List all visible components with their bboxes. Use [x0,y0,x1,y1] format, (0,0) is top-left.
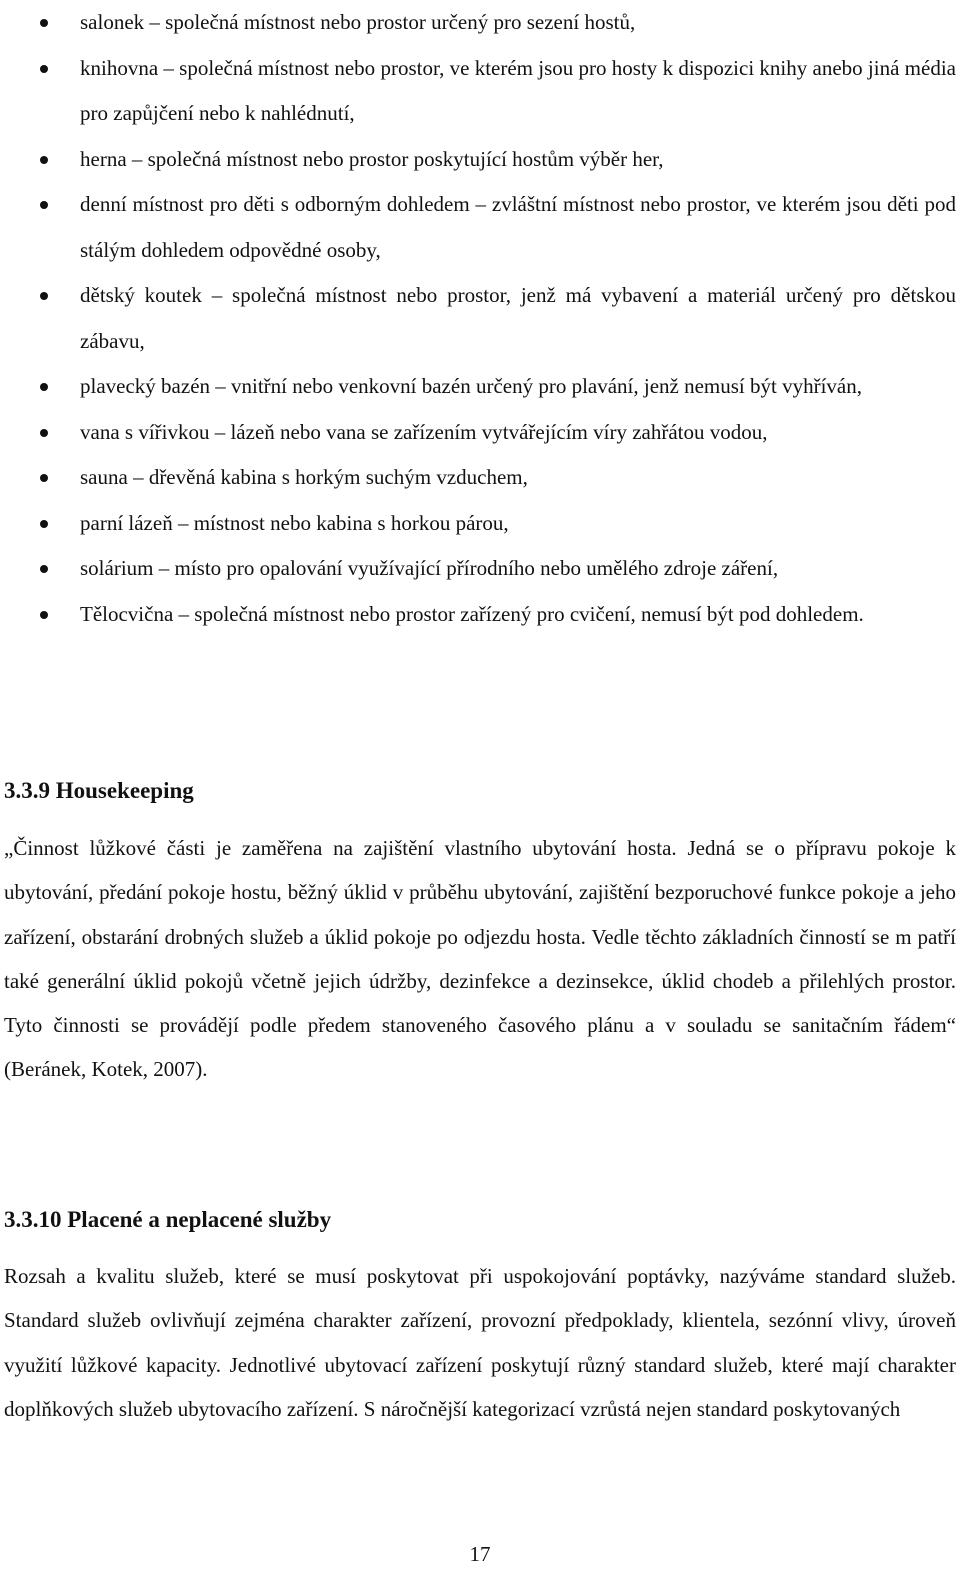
bullet-icon [40,520,48,528]
bullet-icon [40,429,48,437]
list-item [0,410,960,456]
bullet-icon [40,474,48,482]
list-item [0,0,960,46]
list-item [0,501,960,547]
bullet-icon [40,156,48,164]
list-item-text: vana s vířivkou – lázeň nebo vana se zařízením vytvářejícím víry zahřátou vodou, [80,419,768,444]
bullet-icon [40,292,48,300]
bullet-icon [40,565,48,573]
list-item-text: solárium – místo pro opalování využívající přírodního nebo umělého zdroje záření, [80,556,779,580]
bullet-icon [40,201,48,209]
list-item [0,546,960,592]
services-paragraph: Rozsah a kvalitu služeb, které se musí poskytovat při uspokojování poptávky, nazýváme standard služeb. Standard služeb ovlivňují zejména charakter zařízení, provozní předpoklady, klientela, sezónní vlivy, úroveň využití lůžkové kapacity. Jednotlivé ubytovací zařízení poskytují různý standard služeb, které mají charakter doplňkových služeb ubytovacího zařízení. S náročnější kategorizací vzrůstá nejen standard poskytovaných [4,1264,956,1421]
list-item-text: plavecký bazén – vnitřní nebo venkovní bazén určený pro plavání, jenž nemusí být vyhříván, [80,374,863,398]
list-item-text: sauna – dřevěná kabina s horkým suchým vzduchem, [80,465,528,489]
bullet-icon [40,19,48,27]
bullet-icon [40,383,48,391]
section-heading-services: 3.3.10 Placené a neplacené služby [4,1207,332,1232]
list-item [0,137,960,183]
list-item [0,46,960,137]
list-item [0,273,960,364]
page-number: 17 [469,1542,491,1566]
list-item-text: knihovna – společná místnost nebo prostor, ve kterém jsou pro hosty k dispozici knihy anebo jiná média pro zapůjčení nebo k nahlédnutí, [80,55,956,125]
list-item [0,455,960,501]
bullet-icon [40,65,48,73]
list-item [0,182,960,273]
list-item-text: Tělocvična – společná místnost nebo prostor zařízený pro cvičení, nemusí být pod dohledem. [80,601,864,626]
list-item-text: salonek – společná místnost nebo prostor určený pro sezení hostů, [80,10,636,34]
list-item [0,592,960,638]
list-item-text: parní lázeň – místnost nebo kabina s horkou párou, [80,510,509,535]
list-item [0,364,960,410]
list-item-text: denní místnost pro děti s odborným dohledem – zvláštní místnost nebo prostor, ve kterém jsou děti pod stálým dohledem odpovědné osoby, [80,192,956,262]
section-heading-housekeeping: 3.3.9 Housekeeping [4,778,194,803]
housekeeping-paragraph: „Činnost lůžkové části je zaměřena na zajištění vlastního ubytování hosta. Jedná se o přípravu pokoje k ubytování, předání pokoje hostu, běžný úklid v průběhu ubytování, zajištění bezporuchové funkce pokoje a jeho zařízení, obstarání drobných služeb a úklid pokoje po odjezdu hosta. Vedle těchto základních činností se m patří také generální úklid pokojů včetně jejich údržby, dezinfekce a dezinsekce, úklid chodeb a přilehlých prostor. Tyto činnosti se provádějí podle předem stanoveného časového plánu a v souladu se sanitačním řádem“ (Beránek, Kotek, 2007). [4,836,956,1082]
facilities-bullet-list [0,0,960,637]
list-item-text: herna – společná místnost nebo prostor poskytující hostům výběr her, [80,146,664,171]
bullet-icon [40,611,48,619]
list-item-text: dětský koutek – společná místnost nebo prostor, jenž má vybavení a materiál určený pro dětskou zábavu, [80,283,956,353]
